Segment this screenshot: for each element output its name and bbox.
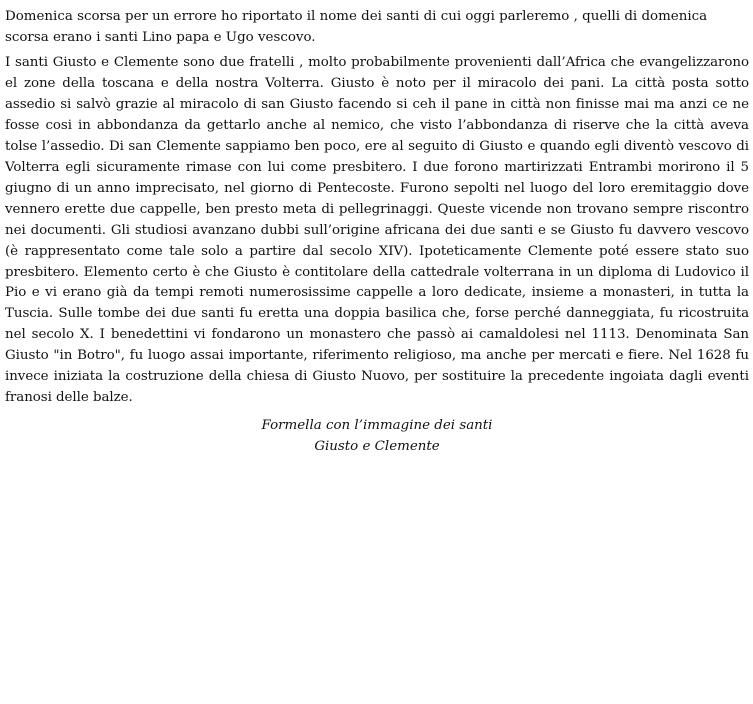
caption-line-1: Formella con l’immagine dei santi [261, 418, 493, 434]
body-paragraph: I santi Giusto e Clemente sono due fratelli , molto probabilmente provenienti dall’Africa che evangelizzarono el zone della toscana e della nostra Volterra. Giusto è noto per il miracolo dei pani. La città posta sotto assedio si salvò grazie al miracolo di san Giusto facendo si ceh il pane in città non finisse mai ma anzi ce ne fosse cosi in abbondanza da gettarlo anche al nemico, che visto l’abbondanza di riserve che la città aveva tolse l’assedio. Di san Clemente sappiamo ben poco, ere al seguito di Giusto e quando egli diventò vescovo di Volterra egli sicuramente rimase con lui come presbitero. I due forono martirizzati Entrambi morirono il 5 giugno di un anno imprecisato, nel giorno di Pentecoste. Furono sepolti nel luogo del loro eremitaggio dove vennero erette due cappelle, ben presto meta di pellegrinaggi. Queste vicende non trovano sempre riscontro nei documenti. Gli studiosi avanzano dubbi sull’origine africana dei due santi e se Giusto fu davvero vescovo (è rappresentato come tale solo a partire dal secolo XIV). Ipoteticamente Clemente poté essere stato suo presbitero. Elemento certo è che Giusto è contitolare della cattedrale volterrana in un diploma di Ludovico il Pio e vi erano già da tempi remoti numerosissime cappelle a loro dedicate, insieme a monasteri, in tutta la Tuscia. Sulle tombe dei due santi fu eretta una doppia basilica che, forse perché danneggiata, fu ricostruita nel secolo X. I benedettini vi fondarono un monastero che passò ai camaldolesi nel 1113. Denominata San Giusto "in Botro", fu luogo assai importante, riferimento religioso, ma anche per mercati e fiere. Nel 1628 fu invece iniziata la costruzione della chiesa di Giusto Nuovo, per sostituire la precedente ingoiata dagli eventi franosi delle balze. [5, 55, 749, 406]
document-page [5, 6, 749, 457]
intro-paragraph: Domenica scorsa per un errore ho riportato il nome dei santi di cui oggi parleremo , quelli di domenica scorsa erano i santi Lino papa e Ugo vescovo. [5, 9, 708, 45]
image-caption [5, 415, 749, 457]
caption-line-2: Giusto e Clemente [314, 439, 440, 455]
